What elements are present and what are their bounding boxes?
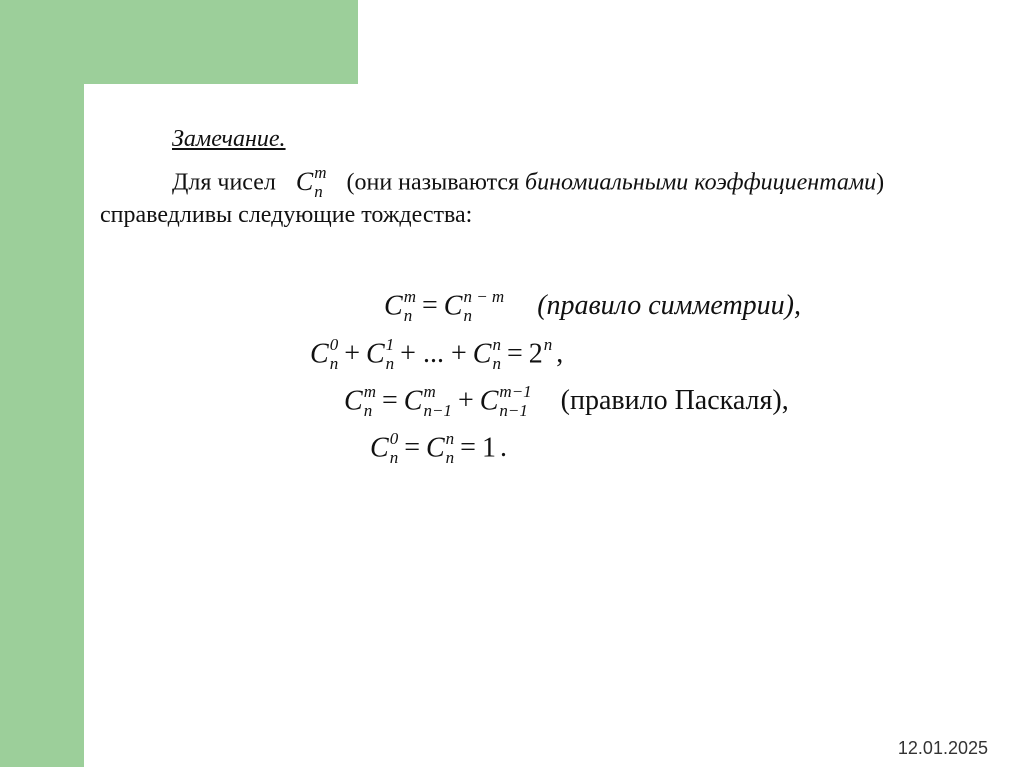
formula-symmetry: C m n = C n − m n (правило симметрии),	[384, 287, 802, 325]
note-line-3: справедливы следующие тождества:	[100, 202, 473, 228]
formula-boundary-end: .	[499, 432, 507, 464]
green-top-block	[0, 0, 358, 84]
formula-sum: C 0 n + C 1 n + ... + C n n = 2 n ,	[310, 334, 564, 373]
formula-symmetry-comment: (правило симметрии),	[537, 290, 802, 322]
line2-paren-open: (они называются	[346, 169, 520, 196]
binomial-symbol-inline: C m n	[295, 163, 327, 201]
line2-start: Для чисел	[172, 169, 276, 196]
formula-boundary: C 0 n = C n n = 1 .	[370, 429, 507, 467]
note-line-2	[172, 163, 885, 202]
green-sidebar-strip	[0, 0, 84, 767]
formula-pascal-comment: (правило Паскаля),	[560, 385, 789, 417]
note-heading: Замечание.	[172, 126, 286, 152]
line2-italic-term: биномиальными коэффициентами	[525, 169, 877, 196]
formula-sum-tail: ,	[556, 338, 564, 370]
slide-date: 12.01.2025	[897, 738, 988, 758]
line2-paren-close: )	[876, 169, 885, 196]
formula-pascal: C m n = C m n−1 + C m−1 n−1 (правило Паскаля),	[344, 382, 789, 420]
